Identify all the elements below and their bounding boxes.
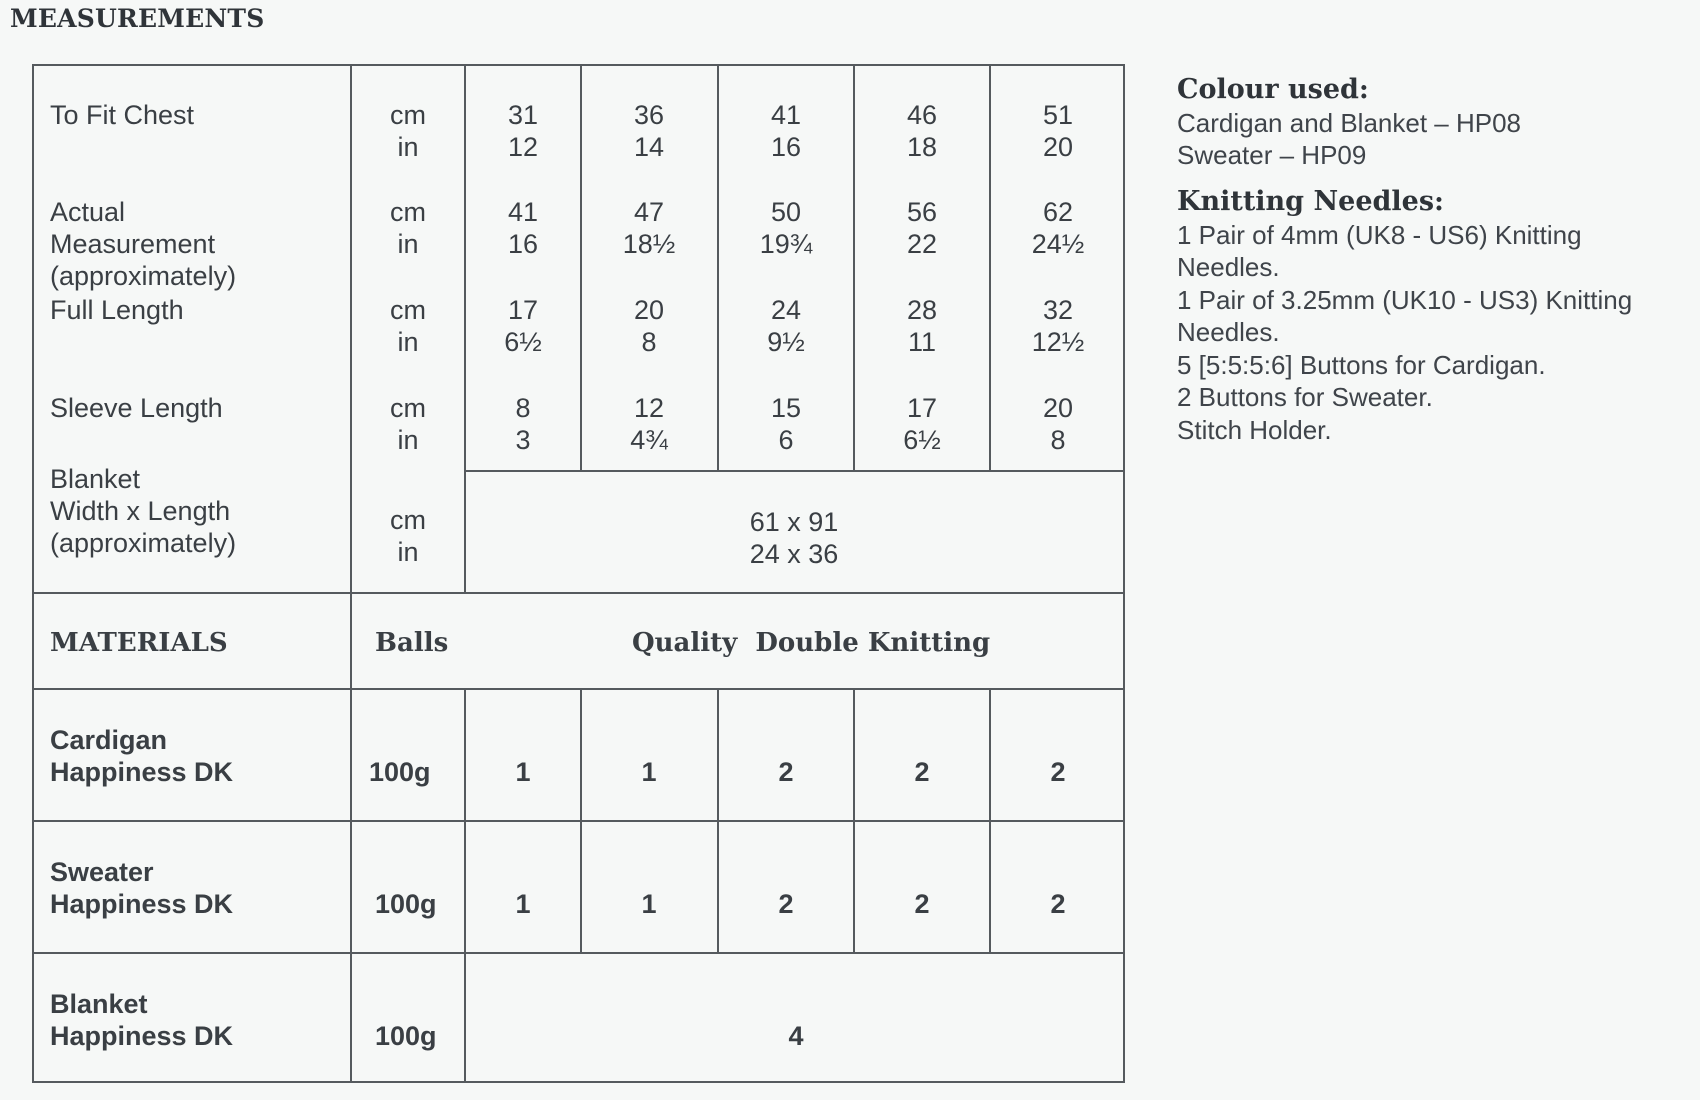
divider	[989, 64, 991, 472]
ball-count: 2	[778, 889, 794, 919]
needles-line: Needles.	[1177, 317, 1280, 347]
value-cell: 12 4¾	[630, 393, 668, 455]
divider	[32, 688, 1125, 690]
ball-count: 2	[778, 757, 794, 787]
ball-count: 1	[515, 757, 531, 787]
divider	[464, 690, 466, 1083]
needles-line: 1 Pair of 3.25mm (UK10 - US3) Knitting	[1177, 284, 1633, 315]
value-cell: 28 11	[906, 295, 938, 357]
ball-count: 2	[1050, 757, 1066, 787]
needles-line: Needles.	[1177, 252, 1280, 282]
needles-line: 1 Pair of 4mm (UK8 - US6) Knitting	[1177, 219, 1582, 250]
ball-count: 1	[515, 889, 531, 919]
value-cell: 36 14	[633, 100, 665, 162]
value-cell: 51 20	[1042, 100, 1074, 162]
units-cell: cm in	[390, 295, 426, 357]
ball-count: 1	[641, 757, 657, 787]
colour-used-heading: Colour used:	[1177, 74, 1369, 105]
divider	[32, 592, 1125, 594]
value-cell: 15 6	[770, 393, 802, 455]
value-cell: 31 12	[507, 100, 539, 162]
needles-line: Stitch Holder.	[1177, 414, 1332, 445]
ball-count: 2	[914, 757, 930, 787]
divider	[464, 470, 1125, 472]
material-name: Blanket Happiness DK	[50, 989, 234, 1051]
blanket-dimensions: 61 x 91 24 x 36	[749, 507, 839, 569]
value-cell: 17 6½	[504, 295, 542, 357]
row-label-full-length: Full Length	[50, 295, 184, 325]
divider	[350, 64, 352, 1083]
material-name: Cardigan Happiness DK	[50, 725, 234, 787]
value-cell: 47 18½	[622, 197, 676, 259]
divider	[464, 64, 466, 594]
value-cell: 20 8	[633, 295, 665, 357]
knitting-needles-section	[1177, 186, 1632, 446]
value-cell: 62 24½	[1031, 197, 1085, 259]
page-title: MEASUREMENTS	[10, 4, 265, 33]
value-cell: 50 19¾	[759, 197, 813, 259]
value-cell: 20 8	[1042, 393, 1074, 455]
ball-count: 1	[641, 889, 657, 919]
divider	[853, 64, 855, 472]
value-cell: 41 16	[507, 197, 539, 259]
row-label-sleeve-length: Sleeve Length	[50, 393, 223, 423]
ball-count: 4	[788, 1021, 804, 1051]
knitting-needles-heading: Knitting Needles:	[1177, 186, 1444, 217]
balls-heading: Balls	[375, 628, 449, 658]
divider	[32, 952, 1125, 954]
colour-line: Cardigan and Blanket – HP08	[1177, 107, 1522, 138]
value-cell: 17 6½	[903, 393, 941, 455]
units-cell: cm in	[390, 393, 426, 455]
units-cell: cm in	[390, 505, 426, 567]
material-balls: 100g	[375, 889, 437, 919]
value-cell: 46 18	[906, 100, 938, 162]
row-label-to-fit-chest: To Fit Chest	[50, 100, 195, 130]
divider	[580, 64, 582, 472]
units-cell: cm in	[390, 197, 426, 259]
divider	[717, 64, 719, 472]
row-label-blanket: Blanket Width x Length (approximately)	[50, 464, 237, 558]
material-balls: 100g	[375, 1021, 437, 1051]
value-cell: 56 22	[906, 197, 938, 259]
material-name: Sweater Happiness DK	[50, 857, 234, 919]
material-balls: 100g	[369, 757, 431, 787]
value-cell: 24 9½	[767, 295, 805, 357]
ball-count: 2	[914, 889, 930, 919]
ball-count: 2	[1050, 889, 1066, 919]
row-label-actual-measurement: Actual Measurement (approximately)	[50, 197, 237, 291]
value-cell: 8 3	[515, 393, 531, 455]
needles-line: 5 [5:5:5:6] Buttons for Cardigan.	[1177, 349, 1546, 380]
value-cell: 41 16	[770, 100, 802, 162]
needles-line: 2 Buttons for Sweater.	[1177, 382, 1433, 412]
materials-heading: MATERIALS	[50, 628, 228, 658]
value-cell: 32 12½	[1031, 295, 1085, 357]
quality-heading: Quality Double Knitting	[632, 628, 991, 658]
divider	[32, 820, 1125, 822]
colour-line: Sweater – HP09	[1177, 140, 1367, 170]
units-cell: cm in	[390, 100, 426, 162]
colour-used-section	[1177, 74, 1521, 172]
